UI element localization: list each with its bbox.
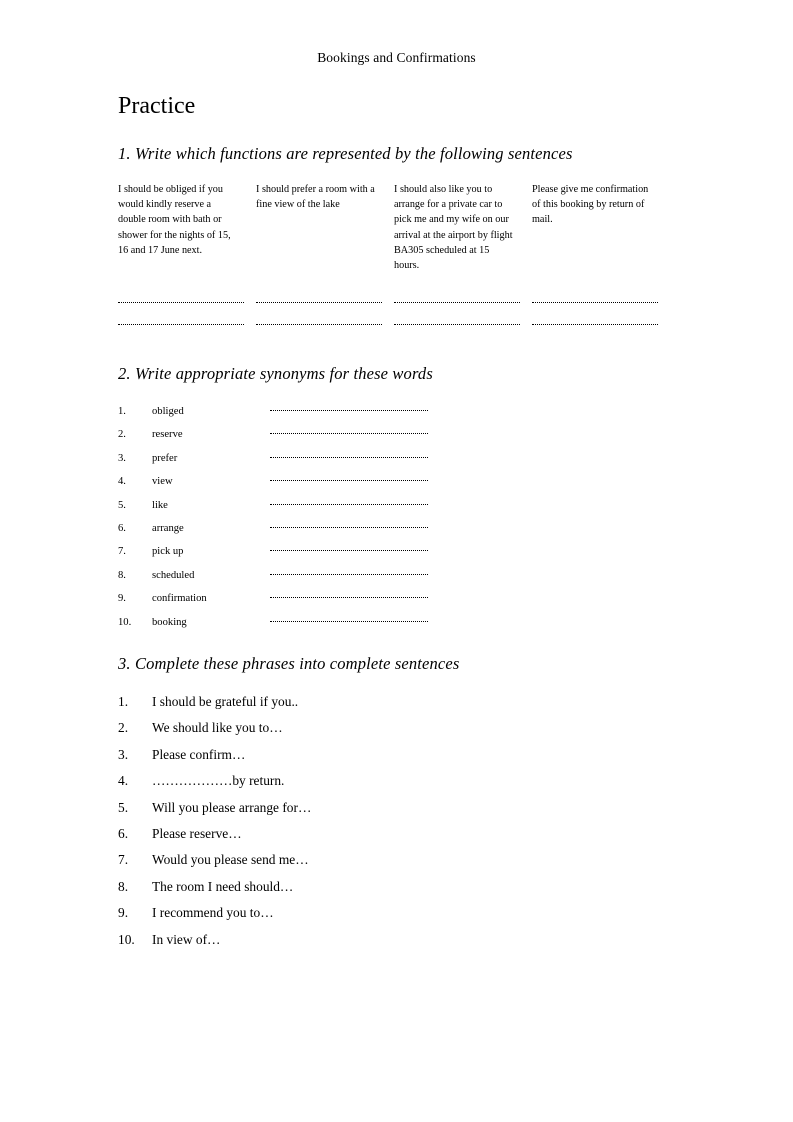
list-item-word: reserve (152, 429, 183, 441)
list-item-word: scheduled (152, 569, 195, 581)
list-item-number: 10. (118, 931, 135, 947)
answer-field[interactable] (270, 495, 428, 505)
list-item (118, 800, 538, 826)
exercise-1-sentence-columns (118, 182, 678, 273)
answer-field[interactable] (270, 448, 428, 458)
list-item-word: booking (152, 616, 187, 628)
answer-field[interactable] (270, 612, 428, 622)
dotted-answer-line (532, 293, 658, 303)
list-item-word: view (152, 476, 173, 488)
dotted-answer-line (270, 541, 428, 551)
list-item-number: 5. (118, 799, 129, 815)
dotted-answer-line (118, 315, 244, 325)
list-item-number: 6. (118, 825, 129, 841)
answer-field[interactable] (270, 588, 428, 598)
list-item (118, 747, 538, 773)
list-item-number: 1. (118, 406, 126, 417)
exercise-1-answer-area (118, 293, 678, 337)
dotted-answer-line (118, 293, 244, 303)
list-item (118, 773, 538, 799)
dotted-answer-line (270, 588, 428, 598)
list-item-text: In view of… (152, 931, 221, 947)
dotted-answer-line (270, 471, 428, 481)
sentence-column: I should also like you to arrange for a private car to pick me and my wife on our arrival at the airport by flight BA305 scheduled at 15 hours. (394, 184, 513, 272)
document-header-title: Bookings and Confirmations (317, 50, 476, 65)
exercise-2-synonyms-list (118, 404, 448, 638)
dotted-answer-line (270, 565, 428, 575)
answer-cell[interactable] (394, 315, 532, 337)
dotted-answer-line (270, 448, 428, 458)
answer-cell[interactable] (532, 293, 670, 315)
answer-row (118, 315, 678, 337)
answer-cell[interactable] (256, 293, 394, 315)
dotted-answer-line (270, 518, 428, 528)
dotted-answer-line (394, 315, 520, 325)
page-title: Practice (118, 93, 196, 119)
list-item-text: ………………by return. (152, 773, 285, 789)
sentence-column: I should be obliged if you would kindly reserve a double room with bath or shower for the nights of 15, 16 and 17 June next. (118, 184, 231, 256)
list-item-number: 8. (118, 569, 126, 581)
answer-cell[interactable] (118, 315, 256, 337)
list-item-text: I should be grateful if you.. (152, 694, 299, 709)
list-item-number: 1. (118, 694, 129, 709)
answer-field[interactable] (270, 541, 428, 551)
list-item-word: pick up (152, 546, 184, 558)
list-item-number: 3. (118, 746, 129, 762)
list-item-number: 4. (118, 476, 126, 488)
answer-cell[interactable] (394, 293, 532, 315)
dotted-answer-line (394, 293, 520, 303)
list-item (118, 694, 538, 720)
list-item-number: 7. (118, 546, 126, 558)
dotted-answer-line (270, 401, 428, 411)
list-item-word: obliged (152, 406, 184, 417)
list-item (118, 905, 538, 931)
dotted-answer-line (532, 315, 658, 325)
list-item-number: 9. (118, 593, 126, 605)
dotted-answer-line (256, 293, 382, 303)
list-item (118, 615, 448, 638)
list-item-text: I recommend you to… (152, 905, 274, 921)
answer-field[interactable] (270, 401, 428, 411)
list-item-number: 2. (118, 720, 129, 736)
list-item-word: prefer (152, 452, 178, 464)
dotted-answer-line (256, 315, 382, 325)
answer-cell[interactable] (256, 315, 394, 337)
sentence-column: I should prefer a room with a fine view of the lake (256, 184, 375, 211)
list-item-number: 9. (118, 905, 129, 921)
answer-cell[interactable] (532, 315, 670, 337)
answer-row (118, 293, 678, 315)
answer-field[interactable] (270, 565, 428, 575)
answer-field[interactable] (270, 424, 428, 434)
list-item-text: Please confirm… (152, 746, 246, 762)
list-item (118, 879, 538, 905)
dotted-answer-line (270, 612, 428, 622)
list-item (118, 720, 538, 746)
exercise-3-heading: 3. Complete these phrases into complete sentences (118, 654, 460, 673)
list-item-word: like (152, 499, 168, 511)
exercise-1-heading: 1. Write which functions are represented by the following sentences (118, 144, 573, 163)
list-item-number: 4. (118, 773, 129, 789)
dotted-answer-line (270, 424, 428, 434)
list-item-number: 8. (118, 878, 129, 894)
dotted-answer-line (270, 495, 428, 505)
exercise-2-heading: 2. Write appropriate synonyms for these words (118, 364, 433, 383)
list-item (118, 932, 538, 958)
list-item-text: Please reserve… (152, 825, 242, 841)
list-item-number: 3. (118, 452, 126, 464)
exercise-3-phrases-list (118, 694, 538, 958)
answer-cell[interactable] (118, 293, 256, 315)
sentence-column: Please give me confirmation of this booking by return of mail. (532, 184, 649, 226)
list-item-word: arrange (152, 522, 184, 534)
list-item (118, 826, 538, 852)
list-item-number: 5. (118, 499, 126, 511)
list-item-word: confirmation (152, 593, 207, 605)
list-item-number: 7. (118, 852, 129, 868)
answer-field[interactable] (270, 518, 428, 528)
list-item-text: Will you please arrange for… (152, 799, 312, 815)
list-item-text: Would you please send me… (152, 852, 309, 868)
list-item-number: 6. (118, 522, 126, 534)
list-item-text: We should like you to… (152, 720, 283, 736)
list-item-number: 2. (118, 429, 126, 441)
list-item (118, 852, 538, 878)
list-item-text: The room I need should… (152, 878, 294, 894)
answer-field[interactable] (270, 471, 428, 481)
list-item-number: 10. (118, 616, 132, 628)
